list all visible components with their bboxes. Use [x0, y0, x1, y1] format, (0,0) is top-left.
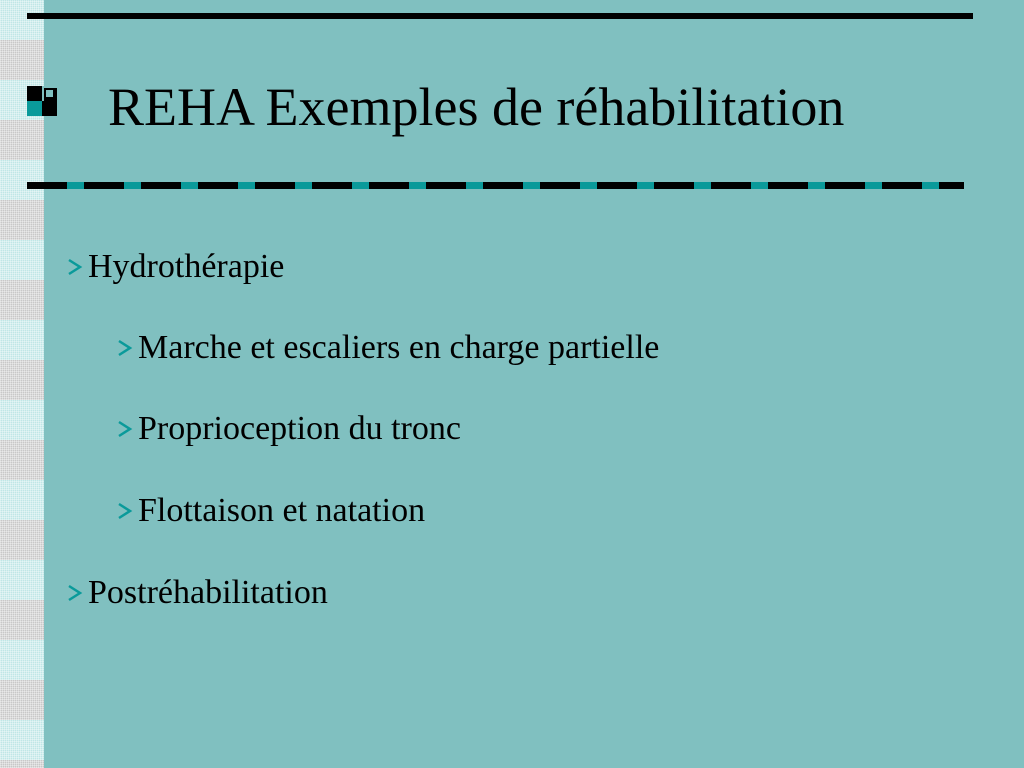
- arrowhead-icon: [114, 418, 136, 440]
- checkered-square-icon: [27, 86, 57, 116]
- list-item-text: Proprioception du tronc: [138, 410, 461, 447]
- arrowhead-icon: [114, 500, 136, 522]
- list-item: [64, 250, 284, 284]
- arrowhead-icon: [64, 582, 86, 604]
- list-item-text: Marche et escaliers en charge partielle: [138, 329, 660, 366]
- slide-title: REHA Exemples de réhabilitation: [108, 77, 845, 137]
- arrowhead-icon: [114, 337, 136, 359]
- list-item-text: Flottaison et natation: [138, 492, 426, 529]
- top-rule: [27, 13, 973, 19]
- list-item: [64, 576, 328, 610]
- list-item: [114, 494, 425, 528]
- list-item-text: Postréhabilitation: [88, 574, 328, 611]
- list-item: [114, 331, 659, 365]
- dashed-divider: [27, 182, 964, 189]
- list-item-text: Hydrothérapie: [88, 248, 285, 285]
- list-item: [114, 412, 461, 446]
- arrowhead-icon: [64, 256, 86, 278]
